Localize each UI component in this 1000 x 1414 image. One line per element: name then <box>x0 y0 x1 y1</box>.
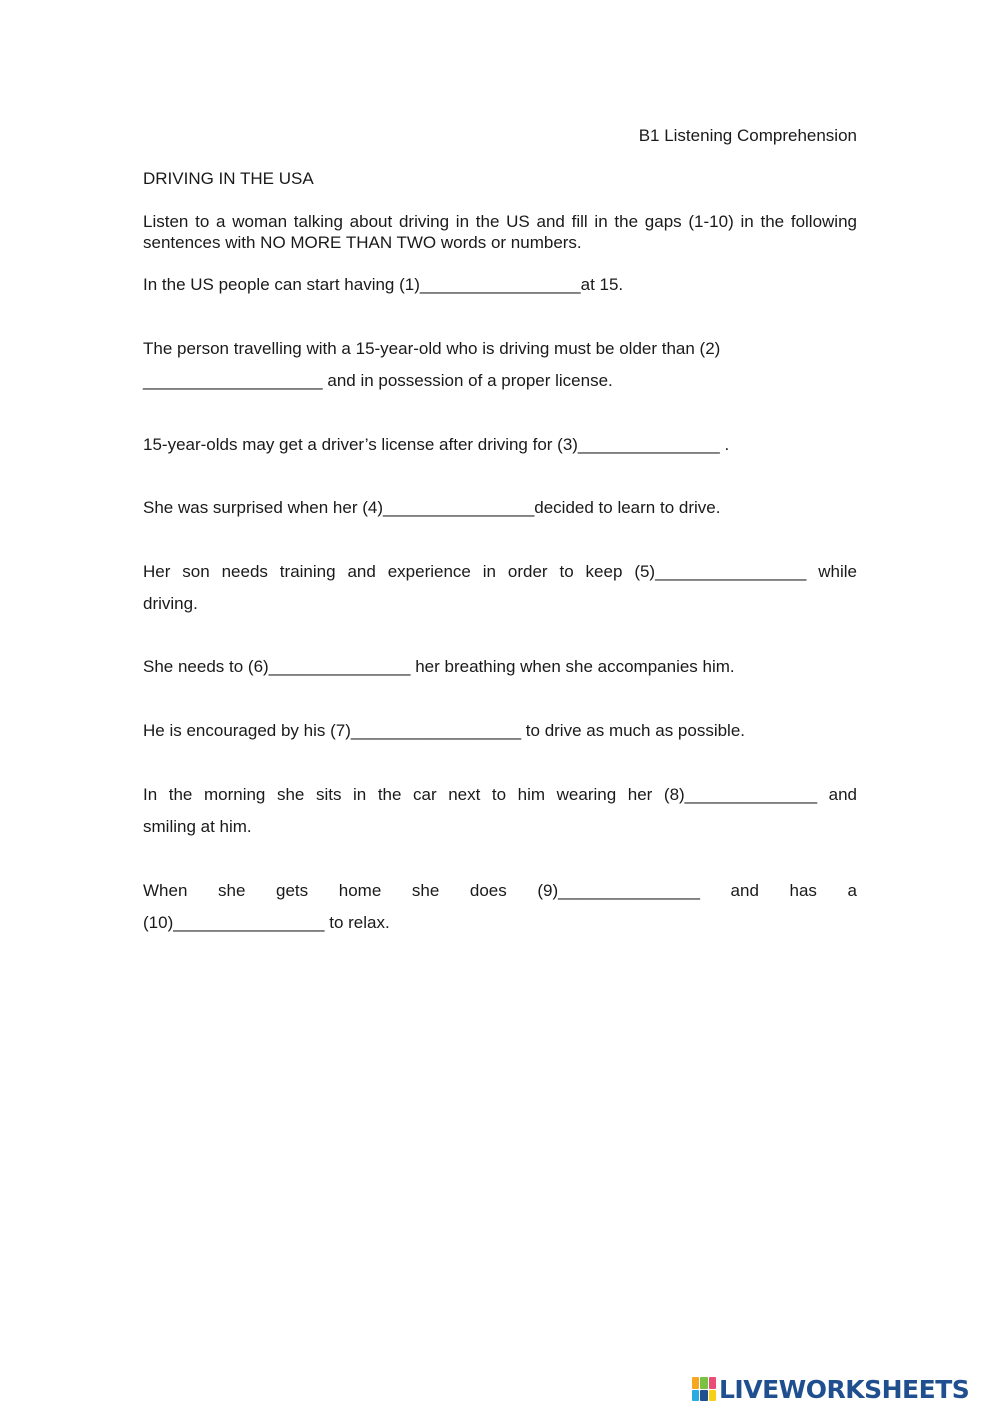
question-text: Her son needs training and experience in order to keep (5)________________ while <box>143 562 857 581</box>
question-text: 15-year-olds may get a driver’s license after driving for (3)_______________ . <box>143 435 730 454</box>
instructions: Listen to a woman talking about driving in the US and fill in the gaps (1-10) in the following sentences with NO MORE THAN TWO words or numbers. <box>143 212 857 252</box>
question-2 <box>143 333 857 397</box>
question-8-continued <box>143 811 857 843</box>
question-text-continued: driving. <box>143 594 198 613</box>
question-text-continued: smiling at him. <box>143 817 252 836</box>
question-text: When she gets home she does (9)_______________ and has a <box>143 881 857 900</box>
course-label: B1 Listening Comprehension <box>638 126 857 145</box>
question-text: She was surprised when her (4)________________decided to learn to drive. <box>143 498 721 517</box>
worksheet-title: DRIVING IN THE USA <box>143 169 314 188</box>
liveworksheets-logo <box>692 1374 969 1404</box>
question-text: In the US people can start having (1)_________________at 15. <box>143 275 624 294</box>
question-1 <box>143 269 857 301</box>
question-text: The person travelling with a 15-year-old who is driving must be older than (2) <box>143 339 721 358</box>
liveworksheets-logo-icon <box>692 1377 716 1401</box>
question-6 <box>143 651 857 683</box>
question-text: He is encouraged by his (7)__________________ to drive as much as possible. <box>143 721 746 740</box>
question-8 <box>143 779 857 811</box>
question-text: In the morning she sits in the car next to him wearing her (8)______________ and <box>143 785 857 804</box>
question-text-continued: (10)________________ to relax. <box>143 913 390 932</box>
question-5 <box>143 556 857 588</box>
question-7 <box>143 715 857 747</box>
logo-text: LIVEWORKSHEETS <box>719 1374 970 1404</box>
question-10 <box>143 907 857 939</box>
question-9 <box>143 875 857 907</box>
question-text: She needs to (6)_______________ her breathing when she accompanies him. <box>143 657 735 676</box>
question-5-continued <box>143 588 857 620</box>
question-3 <box>143 429 857 461</box>
question-text-continued: ___________________ and in possession of a proper license. <box>143 371 613 390</box>
question-4 <box>143 492 857 524</box>
